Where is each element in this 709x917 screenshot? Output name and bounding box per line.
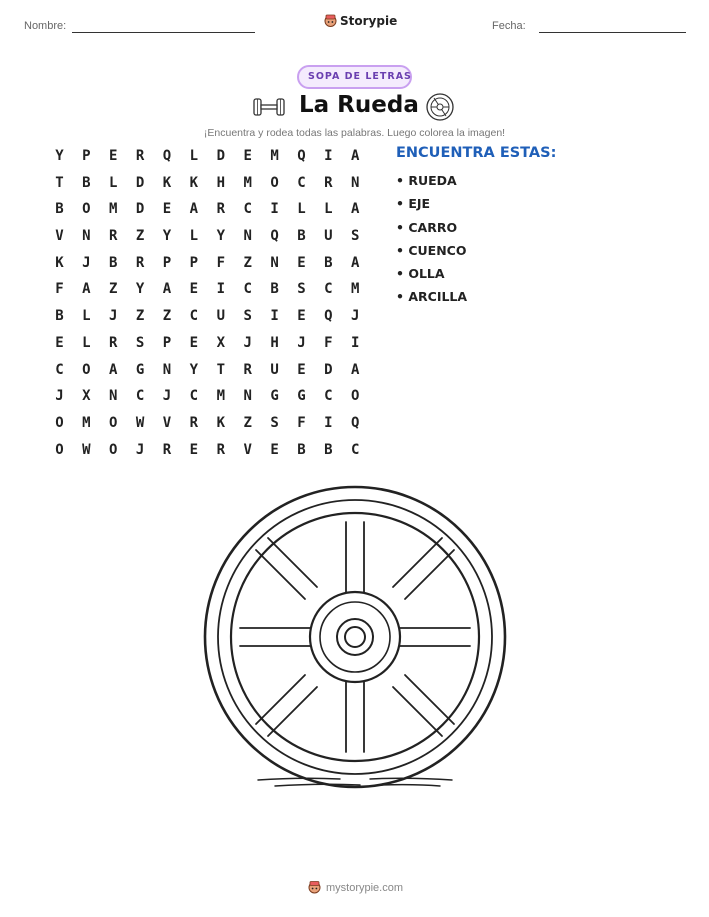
grid-cell[interactable]: R	[135, 148, 145, 164]
grid-cell[interactable]: F	[216, 254, 225, 271]
grid-cell[interactable]: I	[324, 148, 333, 164]
wagon-wheel-illustration	[195, 485, 515, 795]
grid-cell[interactable]: A	[82, 281, 91, 298]
brand-name: Storypie	[340, 14, 398, 28]
grid-cell[interactable]: E	[189, 334, 199, 351]
grid-cell[interactable]: P	[189, 254, 199, 271]
grid-cell[interactable]: S	[243, 308, 252, 325]
storypie-logo-icon	[324, 14, 337, 28]
word-item-cuenco: • CUENCO	[396, 242, 467, 258]
grid-cell[interactable]: C	[243, 201, 252, 218]
grid-cell[interactable]: N	[82, 228, 91, 245]
grid-cell[interactable]: R	[162, 441, 172, 458]
grid-cell[interactable]: Y	[189, 361, 199, 378]
grid-cell[interactable]: W	[135, 414, 145, 431]
word-search-grid[interactable]	[46, 143, 369, 463]
word-item-eje: • EJE	[396, 196, 431, 212]
grid-cell[interactable]: P	[162, 334, 172, 351]
grid-cell[interactable]: N	[109, 388, 118, 405]
grid-cell[interactable]: M	[243, 174, 252, 191]
grid-cell[interactable]: R	[109, 228, 118, 245]
word-list	[396, 169, 467, 309]
word-item-rueda: • RUEDA	[396, 173, 457, 188]
grid-cell[interactable]: T	[55, 174, 64, 191]
grid-cell[interactable]: W	[82, 441, 91, 458]
grid-cell[interactable]: X	[82, 388, 91, 405]
grid-cell[interactable]: L	[189, 148, 199, 164]
grid-cell[interactable]: N	[162, 361, 172, 378]
grid-cell[interactable]: O	[55, 414, 64, 431]
grid-cell[interactable]: M	[216, 388, 225, 405]
grid-cell[interactable]: M	[109, 201, 118, 218]
name-label: Nombre:	[24, 20, 67, 32]
grid-cell[interactable]: I	[270, 201, 279, 218]
grid-cell[interactable]: B	[270, 281, 279, 298]
grid-cell[interactable]: B	[82, 174, 91, 191]
word-item-olla: • OLLA	[396, 266, 445, 282]
grid-cell[interactable]: E	[55, 334, 64, 351]
grid-cell[interactable]: R	[216, 441, 225, 458]
storypie-logo-icon	[308, 880, 321, 895]
grid-cell[interactable]: L	[82, 308, 91, 325]
grid-cell[interactable]: J	[351, 308, 360, 325]
grid-cell[interactable]: H	[216, 174, 225, 191]
axle-icon	[252, 95, 286, 119]
grid-cell[interactable]: Z	[135, 228, 145, 245]
grid-cell[interactable]: B	[55, 201, 64, 218]
grid-cell[interactable]: M	[270, 148, 279, 164]
grid-cell[interactable]: E	[109, 148, 118, 164]
grid-cell[interactable]: F	[297, 414, 306, 431]
grid-cell[interactable]: G	[297, 388, 306, 405]
grid-cell[interactable]: O	[82, 361, 91, 378]
date-label: Fecha:	[492, 20, 526, 32]
grid-cell[interactable]: C	[135, 388, 145, 405]
grid-cell[interactable]: N	[351, 174, 360, 191]
grid-cell[interactable]: J	[135, 441, 145, 458]
grid-cell[interactable]: E	[243, 148, 252, 164]
grid-cell[interactable]: V	[162, 414, 172, 431]
grid-cell[interactable]: O	[351, 388, 360, 405]
grid-cell[interactable]: S	[270, 414, 279, 431]
grid-cell[interactable]: D	[135, 201, 145, 218]
grid-cell[interactable]: J	[109, 308, 118, 325]
grid-cell[interactable]: A	[351, 361, 360, 378]
grid-cell[interactable]: Z	[162, 308, 172, 325]
grid-cell[interactable]: E	[297, 254, 306, 271]
grid-cell[interactable]: C	[189, 388, 199, 405]
grid-cell[interactable]: J	[297, 334, 306, 351]
grid-cell[interactable]: E	[297, 361, 306, 378]
grid-cell[interactable]: K	[216, 414, 225, 431]
grid-cell[interactable]: L	[324, 201, 333, 218]
grid-cell[interactable]: N	[270, 254, 279, 271]
grid-cell[interactable]: Y	[55, 148, 64, 164]
grid-cell[interactable]: E	[189, 441, 199, 458]
grid-cell[interactable]: Z	[243, 414, 252, 431]
grid-cell[interactable]: B	[297, 441, 306, 458]
puzzle-type-badge: SOPA DE LETRAS	[297, 65, 412, 89]
grid-cell[interactable]: G	[135, 361, 145, 378]
grid-cell[interactable]: O	[270, 174, 279, 191]
grid-cell[interactable]: C	[243, 281, 252, 298]
grid-cell[interactable]: R	[189, 414, 199, 431]
grid-cell[interactable]: D	[324, 361, 333, 378]
footer	[308, 880, 403, 895]
grid-cell[interactable]: B	[324, 254, 333, 271]
word-list-heading: ENCUENTRA ESTAS:	[396, 145, 557, 161]
grid-cell[interactable]: V	[55, 228, 64, 245]
grid-cell[interactable]: L	[82, 334, 91, 351]
grid-cell[interactable]: H	[270, 334, 279, 351]
grid-cell[interactable]: R	[324, 174, 333, 191]
page-title: La Rueda	[299, 92, 419, 118]
grid-cell[interactable]: Z	[135, 308, 145, 325]
grid-cell[interactable]: N	[243, 228, 252, 245]
grid-cell[interactable]: R	[109, 334, 118, 351]
grid-cell[interactable]: B	[55, 308, 64, 325]
footer-site[interactable]: mystorypie.com	[326, 881, 404, 894]
grid-cell[interactable]: V	[243, 441, 252, 458]
instructions: ¡Encuentra y rodea todas las palabras. Luego colorea la imagen!	[203, 127, 506, 139]
grid-cell[interactable]: A	[351, 254, 360, 271]
word-item-carro: • CARRO	[396, 219, 458, 235]
grid-cell[interactable]: Q	[270, 228, 279, 245]
grid-cell[interactable]: K	[189, 174, 199, 191]
grid-cell[interactable]: R	[216, 201, 225, 218]
grid-cell[interactable]: J	[82, 254, 91, 271]
grid-cell[interactable]: C	[55, 361, 64, 378]
grid-cell[interactable]: U	[324, 228, 333, 245]
grid-cell[interactable]: L	[297, 201, 306, 218]
grid-cell[interactable]: M	[82, 414, 91, 431]
date-field[interactable]	[539, 32, 686, 33]
grid-cell[interactable]: N	[243, 388, 252, 405]
grid-cell[interactable]: Y	[135, 281, 145, 298]
grid-cell[interactable]: Y	[216, 228, 225, 245]
grid-cell[interactable]: R	[135, 254, 145, 271]
grid-cell[interactable]: B	[297, 228, 306, 245]
grid-cell[interactable]: G	[270, 388, 279, 405]
grid-cell[interactable]: Q	[162, 148, 172, 164]
grid-cell[interactable]: A	[351, 148, 360, 164]
grid-cell[interactable]: L	[109, 174, 118, 191]
grid-cell[interactable]: E	[162, 201, 172, 218]
grid-cell[interactable]: M	[351, 281, 360, 298]
grid-cell[interactable]: O	[82, 201, 91, 218]
grid-cell[interactable]: C	[324, 281, 333, 298]
grid-cell[interactable]: A	[109, 361, 118, 378]
grid-cell[interactable]: J	[162, 388, 172, 405]
grid-cell[interactable]: I	[216, 281, 225, 298]
grid-cell[interactable]: P	[82, 148, 91, 164]
grid-cell[interactable]: O	[109, 414, 118, 431]
grid-cell[interactable]: K	[162, 174, 172, 191]
word-item-arcilla: • ARCILLA	[396, 289, 468, 305]
grid-cell[interactable]: R	[243, 361, 252, 378]
grid-cell[interactable]: S	[135, 334, 145, 351]
grid-cell[interactable]: S	[351, 228, 360, 245]
grid-cell[interactable]: B	[324, 441, 333, 458]
grid-cell[interactable]: O	[55, 441, 64, 458]
grid-cell[interactable]: Q	[351, 414, 360, 431]
grid-cell[interactable]: E	[297, 308, 306, 325]
grid-cell[interactable]: Q	[297, 148, 306, 164]
grid-cell[interactable]: A	[351, 201, 360, 218]
grid-cell[interactable]: U	[270, 361, 279, 378]
grid-cell[interactable]: I	[351, 334, 360, 351]
grid-cell[interactable]: F	[55, 281, 64, 298]
grid-cell[interactable]: Q	[324, 308, 333, 325]
grid-cell[interactable]: K	[55, 254, 64, 271]
grid-cell[interactable]: C	[189, 308, 199, 325]
grid-cell[interactable]: A	[162, 281, 172, 298]
grid-cell[interactable]: I	[270, 308, 279, 325]
grid-cell[interactable]: C	[324, 388, 333, 405]
wheel-icon	[425, 92, 455, 122]
grid-cell[interactable]: E	[189, 281, 199, 298]
grid-cell[interactable]: O	[109, 441, 118, 458]
grid-cell[interactable]: D	[135, 174, 145, 191]
grid-cell[interactable]: E	[270, 441, 279, 458]
grid-cell[interactable]: D	[216, 148, 225, 164]
grid-cell[interactable]: I	[324, 414, 333, 431]
grid-cell[interactable]: J	[55, 388, 64, 405]
grid-cell[interactable]: Y	[162, 228, 172, 245]
grid-cell[interactable]: B	[109, 254, 118, 271]
grid-cell[interactable]: U	[216, 308, 225, 325]
grid-cell[interactable]: Z	[243, 254, 252, 271]
grid-cell[interactable]: C	[297, 174, 306, 191]
grid-cell[interactable]: Z	[109, 281, 118, 298]
name-field[interactable]	[72, 32, 255, 33]
grid-cell[interactable]: T	[216, 361, 225, 378]
grid-cell[interactable]: X	[216, 334, 225, 351]
grid-cell[interactable]: J	[243, 334, 252, 351]
grid-cell[interactable]: A	[189, 201, 199, 218]
grid-cell[interactable]: C	[351, 441, 360, 458]
grid-cell[interactable]: P	[162, 254, 172, 271]
brand-logo	[324, 14, 397, 28]
grid-cell[interactable]: L	[189, 228, 199, 245]
grid-cell[interactable]: S	[297, 281, 306, 298]
grid-cell[interactable]: F	[324, 334, 333, 351]
